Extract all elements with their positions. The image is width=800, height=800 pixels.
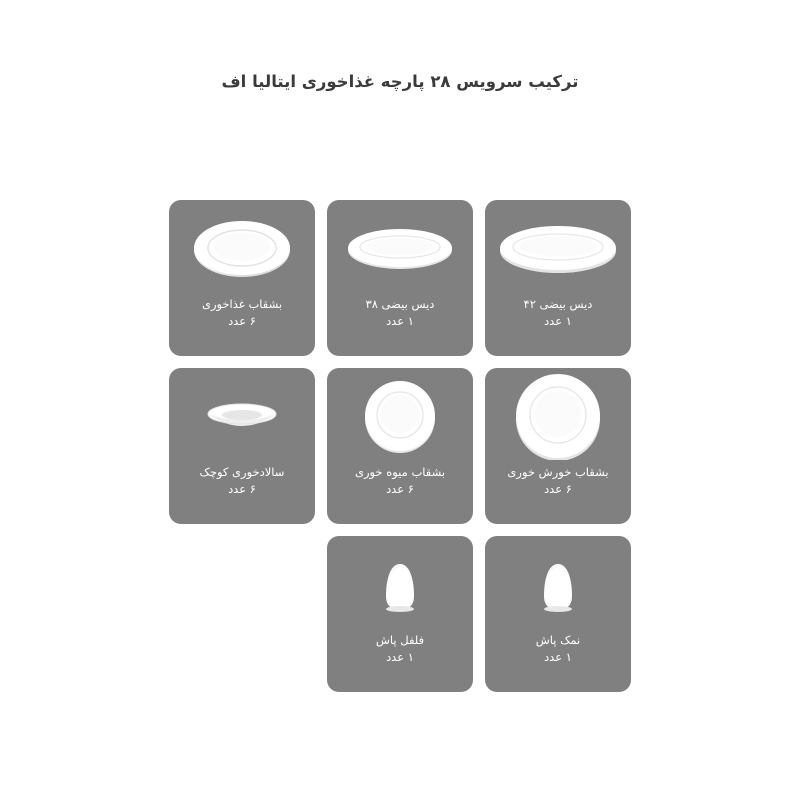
item-caption xyxy=(172,464,312,498)
item-caption xyxy=(488,296,628,330)
item-qty: ۱ عدد xyxy=(544,314,572,328)
item-caption xyxy=(172,296,312,330)
oval-platter-42-icon xyxy=(485,200,631,296)
item-caption xyxy=(488,464,628,498)
item-label: فلفل پاش xyxy=(375,633,425,647)
dinner-plate-icon xyxy=(169,200,315,296)
items-row-1 xyxy=(169,200,631,356)
item-caption xyxy=(488,632,628,666)
item-tile-dinner-plate[interactable] xyxy=(169,200,315,356)
item-caption xyxy=(330,464,470,498)
item-label: بشقاب خورش خوری xyxy=(507,465,609,479)
item-label: سالادخوری کوچک xyxy=(199,465,285,479)
item-tile-stew-plate[interactable] xyxy=(485,368,631,524)
item-qty: ۱ عدد xyxy=(386,650,414,664)
item-tile-oval-platter-42[interactable] xyxy=(485,200,631,356)
item-qty: ۶ عدد xyxy=(386,482,414,496)
items-row-2 xyxy=(169,368,631,524)
items-row-3 xyxy=(169,536,631,692)
pepper-shaker-icon xyxy=(327,536,473,632)
page-title: ترکیب سرویس ۲۸ پارچه غذاخوری ایتالیا اف xyxy=(221,72,579,91)
item-tile-pepper-shaker[interactable] xyxy=(327,536,473,692)
item-qty: ۶ عدد xyxy=(544,482,572,496)
item-caption xyxy=(330,632,470,666)
item-qty: ۶ عدد xyxy=(228,482,256,496)
item-caption xyxy=(330,296,470,330)
item-tile-small-salad-bowl[interactable] xyxy=(169,368,315,524)
item-qty: ۱ عدد xyxy=(386,314,414,328)
item-label: بشقاب میوه خوری xyxy=(354,465,446,479)
stew-plate-icon xyxy=(485,368,631,464)
fruit-plate-icon xyxy=(327,368,473,464)
salt-shaker-icon xyxy=(485,536,631,632)
item-qty: ۱ عدد xyxy=(544,650,572,664)
item-tile-oval-platter-38[interactable] xyxy=(327,200,473,356)
items-grid xyxy=(169,200,631,692)
item-label: دیس بیضی ۴۲ xyxy=(523,297,593,311)
item-tile-salt-shaker[interactable] xyxy=(485,536,631,692)
item-qty: ۶ عدد xyxy=(228,314,256,328)
item-label: نمک پاش xyxy=(535,633,581,647)
oval-platter-38-icon xyxy=(327,200,473,296)
small-salad-bowl-icon xyxy=(169,368,315,464)
item-label: دیس بیضی ۳۸ xyxy=(365,297,435,311)
item-tile-fruit-plate[interactable] xyxy=(327,368,473,524)
grid-empty-cell xyxy=(169,536,315,692)
item-label: بشقاب غذاخوری xyxy=(201,297,283,311)
